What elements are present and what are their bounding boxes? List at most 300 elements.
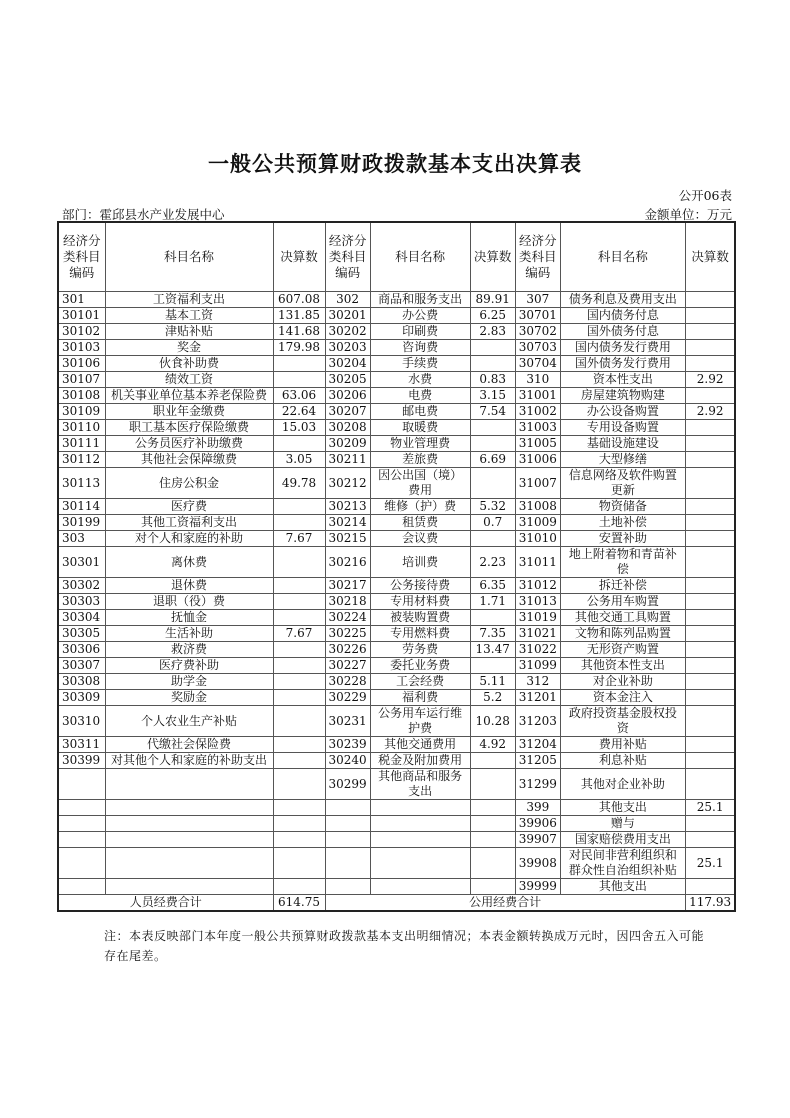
cell-amount — [273, 769, 325, 800]
cell-name: 基础设施建设 — [560, 436, 685, 452]
cell-code — [58, 769, 105, 800]
cell-amount — [273, 578, 325, 594]
cell-code: 30103 — [58, 340, 105, 356]
cell-amount: 6.69 — [470, 452, 515, 468]
cell-amount — [273, 658, 325, 674]
cell-code: 301 — [58, 292, 105, 308]
cell-name: 其他支出 — [560, 800, 685, 816]
cell-amount — [685, 737, 735, 753]
cell-code: 303 — [58, 531, 105, 547]
cell-code: 39907 — [515, 832, 560, 848]
cell-name: 物业管理费 — [370, 436, 470, 452]
cell-code: 39908 — [515, 848, 560, 879]
header-amount: 决算数 — [470, 222, 515, 292]
cell-name: 其他对企业补助 — [560, 769, 685, 800]
table-row — [58, 356, 735, 372]
cell-amount — [470, 879, 515, 895]
cell-code: 30108 — [58, 388, 105, 404]
table-row — [58, 690, 735, 706]
cell-name: 基本工资 — [105, 308, 273, 324]
cell-amount — [685, 610, 735, 626]
cell-code: 310 — [515, 372, 560, 388]
cell-code: 30308 — [58, 674, 105, 690]
cell-amount: 3.05 — [273, 452, 325, 468]
cell-code: 30305 — [58, 626, 105, 642]
cell-code: 31003 — [515, 420, 560, 436]
cell-code: 30231 — [325, 706, 370, 737]
cell-name: 公务用车购置 — [560, 594, 685, 610]
cell-amount: 49.78 — [273, 468, 325, 499]
cell-name — [370, 816, 470, 832]
cell-name: 办公设备购置 — [560, 404, 685, 420]
cell-name: 绩效工资 — [105, 372, 273, 388]
cell-name — [105, 879, 273, 895]
cell-amount — [273, 737, 325, 753]
cell-amount: 5.32 — [470, 499, 515, 515]
table-row — [58, 848, 735, 879]
cell-amount — [273, 848, 325, 879]
cell-amount — [685, 658, 735, 674]
cell-amount: 25.1 — [685, 800, 735, 816]
cell-code: 30703 — [515, 340, 560, 356]
page-title: 一般公共预算财政拨款基本支出决算表 — [208, 152, 582, 176]
footnote: 注：本表反映部门本年度一般公共预算财政拨款基本支出明细情况；本表金额转换成万元时，因四舍五入可能存在尾差。 — [104, 929, 705, 963]
cell-name: 医疗费补助 — [105, 658, 273, 674]
cell-amount — [470, 816, 515, 832]
cell-amount: 10.28 — [470, 706, 515, 737]
cell-code: 30701 — [515, 308, 560, 324]
cell-name: 国外债务付息 — [560, 324, 685, 340]
cell-amount — [470, 356, 515, 372]
cell-name: 对个人和家庭的补助 — [105, 531, 273, 547]
cell-amount: 89.91 — [470, 292, 515, 308]
totals-row — [58, 895, 735, 912]
cell-amount — [273, 547, 325, 578]
cell-name: 其他资本性支出 — [560, 658, 685, 674]
cell-name: 个人农业生产补贴 — [105, 706, 273, 737]
table-row — [58, 547, 735, 578]
table-row — [58, 436, 735, 452]
cell-name: 其他交通工具购置 — [560, 610, 685, 626]
header-code: 经济分类科目编码 — [58, 222, 105, 292]
cell-code: 307 — [515, 292, 560, 308]
cell-code: 31008 — [515, 499, 560, 515]
cell-code: 31006 — [515, 452, 560, 468]
cell-amount — [685, 642, 735, 658]
cell-amount: 7.67 — [273, 531, 325, 547]
cell-name: 其他工资福利支出 — [105, 515, 273, 531]
cell-code: 31012 — [515, 578, 560, 594]
cell-name: 文物和陈列品购置 — [560, 626, 685, 642]
cell-code: 30213 — [325, 499, 370, 515]
cell-amount — [273, 610, 325, 626]
cell-code: 31007 — [515, 468, 560, 499]
cell-code: 30111 — [58, 436, 105, 452]
cell-name: 救济费 — [105, 642, 273, 658]
cell-amount — [685, 292, 735, 308]
cell-name — [370, 832, 470, 848]
cell-code: 30215 — [325, 531, 370, 547]
cell-name: 费用补贴 — [560, 737, 685, 753]
cell-amount: 7.67 — [273, 626, 325, 642]
table-row — [58, 420, 735, 436]
cell-amount: 63.06 — [273, 388, 325, 404]
cell-name — [370, 848, 470, 879]
cell-name: 因公出国（境）费用 — [370, 468, 470, 499]
table-row — [58, 832, 735, 848]
cell-name — [105, 800, 273, 816]
cell-code: 31001 — [515, 388, 560, 404]
cell-name: 取暖费 — [370, 420, 470, 436]
cell-code: 31203 — [515, 706, 560, 737]
cell-name: 电费 — [370, 388, 470, 404]
cell-name: 水费 — [370, 372, 470, 388]
cell-code: 31002 — [515, 404, 560, 420]
cell-amount — [273, 753, 325, 769]
table-row — [58, 388, 735, 404]
cell-amount — [470, 769, 515, 800]
form-number: 公开06表 — [678, 188, 732, 203]
cell-code: 30229 — [325, 690, 370, 706]
cell-amount — [685, 499, 735, 515]
table-row — [58, 879, 735, 895]
cell-amount — [685, 356, 735, 372]
cell-code: 30224 — [325, 610, 370, 626]
cell-amount — [273, 499, 325, 515]
cell-amount — [685, 515, 735, 531]
cell-amount — [470, 848, 515, 879]
table-row — [58, 372, 735, 388]
cell-code: 30303 — [58, 594, 105, 610]
table-row — [58, 452, 735, 468]
cell-code: 30202 — [325, 324, 370, 340]
cell-code: 30204 — [325, 356, 370, 372]
cell-name: 医疗费 — [105, 499, 273, 515]
cell-name: 劳务费 — [370, 642, 470, 658]
cell-code — [325, 800, 370, 816]
cell-code: 30704 — [515, 356, 560, 372]
cell-name: 租赁费 — [370, 515, 470, 531]
cell-name: 办公费 — [370, 308, 470, 324]
cell-amount — [685, 578, 735, 594]
cell-name — [370, 879, 470, 895]
table-row — [58, 578, 735, 594]
cell-name: 离休费 — [105, 547, 273, 578]
cell-code: 30101 — [58, 308, 105, 324]
cell-code: 30209 — [325, 436, 370, 452]
cell-amount — [685, 832, 735, 848]
unit-label: 金额单位：万元 — [644, 207, 732, 222]
cell-amount: 7.35 — [470, 626, 515, 642]
cell-name: 商品和服务支出 — [370, 292, 470, 308]
cell-code: 31013 — [515, 594, 560, 610]
cell-code: 30228 — [325, 674, 370, 690]
cell-code: 30212 — [325, 468, 370, 499]
cell-code: 30301 — [58, 547, 105, 578]
cell-code: 30107 — [58, 372, 105, 388]
cell-name: 对民间非营利组织和群众性自治组织补贴 — [560, 848, 685, 879]
table-row — [58, 324, 735, 340]
cell-name — [105, 816, 273, 832]
cell-amount — [470, 420, 515, 436]
cell-name: 政府投资基金股权投资 — [560, 706, 685, 737]
cell-code: 39906 — [515, 816, 560, 832]
cell-amount — [685, 340, 735, 356]
cell-code: 30110 — [58, 420, 105, 436]
cell-amount — [685, 308, 735, 324]
cell-code: 30302 — [58, 578, 105, 594]
cell-amount — [470, 832, 515, 848]
cell-code: 30309 — [58, 690, 105, 706]
cell-name: 伙食补助费 — [105, 356, 273, 372]
cell-code — [58, 800, 105, 816]
cell-code — [58, 816, 105, 832]
cell-name — [105, 769, 273, 800]
header-name: 科目名称 — [560, 222, 685, 292]
cell-amount — [273, 594, 325, 610]
cell-amount — [685, 547, 735, 578]
cell-amount: 141.68 — [273, 324, 325, 340]
cell-name: 其他商品和服务支出 — [370, 769, 470, 800]
header-amount: 决算数 — [273, 222, 325, 292]
cell-name — [370, 800, 470, 816]
cell-code: 30218 — [325, 594, 370, 610]
table-row — [58, 753, 735, 769]
cell-name: 其他支出 — [560, 879, 685, 895]
cell-amount — [685, 753, 735, 769]
public-total-label: 公用经费合计 — [325, 895, 685, 912]
cell-code: 302 — [325, 292, 370, 308]
cell-amount: 25.1 — [685, 848, 735, 879]
cell-name: 大型修缮 — [560, 452, 685, 468]
table-row — [58, 658, 735, 674]
cell-code: 31205 — [515, 753, 560, 769]
cell-amount — [470, 658, 515, 674]
cell-code: 30702 — [515, 324, 560, 340]
cell-amount — [273, 879, 325, 895]
cell-amount: 6.25 — [470, 308, 515, 324]
header-row — [58, 222, 735, 292]
cell-amount — [273, 642, 325, 658]
cell-code — [58, 879, 105, 895]
cell-code: 399 — [515, 800, 560, 816]
cell-amount — [685, 626, 735, 642]
cell-code: 30225 — [325, 626, 370, 642]
cell-amount — [470, 753, 515, 769]
cell-code: 30102 — [58, 324, 105, 340]
cell-amount: 13.47 — [470, 642, 515, 658]
cell-name: 住房公积金 — [105, 468, 273, 499]
cell-name: 公务员医疗补助缴费 — [105, 436, 273, 452]
cell-amount — [685, 594, 735, 610]
cell-code: 30203 — [325, 340, 370, 356]
cell-name: 抚恤金 — [105, 610, 273, 626]
cell-amount: 607.08 — [273, 292, 325, 308]
cell-amount — [470, 800, 515, 816]
header-amount: 决算数 — [685, 222, 735, 292]
cell-code: 30208 — [325, 420, 370, 436]
expenditure-table — [57, 221, 736, 912]
cell-code: 30240 — [325, 753, 370, 769]
cell-code: 31204 — [515, 737, 560, 753]
header-code: 经济分类科目编码 — [325, 222, 370, 292]
cell-name: 税金及附加费用 — [370, 753, 470, 769]
cell-code: 39999 — [515, 879, 560, 895]
header-name: 科目名称 — [105, 222, 273, 292]
cell-amount: 1.71 — [470, 594, 515, 610]
cell-amount: 3.15 — [470, 388, 515, 404]
cell-amount — [685, 674, 735, 690]
cell-code: 30304 — [58, 610, 105, 626]
cell-code: 31005 — [515, 436, 560, 452]
cell-name: 安置补助 — [560, 531, 685, 547]
cell-code: 30109 — [58, 404, 105, 420]
cell-name — [105, 832, 273, 848]
cell-name: 信息网络及软件购置更新 — [560, 468, 685, 499]
cell-amount: 4.92 — [470, 737, 515, 753]
personnel-total-value: 614.75 — [273, 895, 325, 912]
cell-amount: 6.35 — [470, 578, 515, 594]
cell-code: 30239 — [325, 737, 370, 753]
cell-name: 奖金 — [105, 340, 273, 356]
cell-code: 31022 — [515, 642, 560, 658]
cell-name: 对企业补助 — [560, 674, 685, 690]
cell-name: 国外债务发行费用 — [560, 356, 685, 372]
cell-name: 专用材料费 — [370, 594, 470, 610]
cell-amount — [273, 436, 325, 452]
cell-name: 委托业务费 — [370, 658, 470, 674]
cell-name: 咨询费 — [370, 340, 470, 356]
cell-name: 被装购置费 — [370, 610, 470, 626]
cell-code: 30227 — [325, 658, 370, 674]
cell-name: 土地补偿 — [560, 515, 685, 531]
cell-amount — [685, 816, 735, 832]
table-body — [58, 292, 735, 895]
cell-amount — [470, 340, 515, 356]
cell-code: 30307 — [58, 658, 105, 674]
cell-amount — [470, 610, 515, 626]
cell-code: 30214 — [325, 515, 370, 531]
cell-name: 退休费 — [105, 578, 273, 594]
cell-code: 30112 — [58, 452, 105, 468]
cell-name: 会议费 — [370, 531, 470, 547]
table-row — [58, 531, 735, 547]
cell-name: 债务利息及费用支出 — [560, 292, 685, 308]
cell-amount: 0.7 — [470, 515, 515, 531]
cell-code: 30216 — [325, 547, 370, 578]
header-code: 经济分类科目编码 — [515, 222, 560, 292]
cell-code — [58, 832, 105, 848]
cell-amount — [470, 436, 515, 452]
cell-amount — [685, 420, 735, 436]
department-label: 部门：霍邱县水产业发展中心 — [62, 207, 225, 222]
cell-code: 31099 — [515, 658, 560, 674]
cell-amount: 0.83 — [470, 372, 515, 388]
table-row — [58, 308, 735, 324]
cell-amount — [685, 436, 735, 452]
cell-code: 30205 — [325, 372, 370, 388]
cell-code — [325, 848, 370, 879]
cell-amount: 15.03 — [273, 420, 325, 436]
cell-amount: 5.11 — [470, 674, 515, 690]
cell-name: 工资福利支出 — [105, 292, 273, 308]
cell-amount: 2.92 — [685, 404, 735, 420]
cell-code: 30311 — [58, 737, 105, 753]
table-row — [58, 737, 735, 753]
table-row — [58, 816, 735, 832]
cell-code: 30114 — [58, 499, 105, 515]
cell-amount: 2.92 — [685, 372, 735, 388]
cell-name: 房屋建筑物购建 — [560, 388, 685, 404]
cell-code: 31019 — [515, 610, 560, 626]
cell-amount — [685, 690, 735, 706]
public-total-value: 117.93 — [685, 895, 735, 912]
cell-name: 物资储备 — [560, 499, 685, 515]
cell-code: 31011 — [515, 547, 560, 578]
cell-name: 专用燃料费 — [370, 626, 470, 642]
cell-code: 30399 — [58, 753, 105, 769]
cell-code: 31201 — [515, 690, 560, 706]
cell-name: 资本金注入 — [560, 690, 685, 706]
cell-amount — [685, 879, 735, 895]
header-name: 科目名称 — [370, 222, 470, 292]
cell-name: 退职（役）费 — [105, 594, 273, 610]
cell-name: 赠与 — [560, 816, 685, 832]
cell-amount — [685, 706, 735, 737]
table-row — [58, 468, 735, 499]
table-row — [58, 594, 735, 610]
cell-name: 邮电费 — [370, 404, 470, 420]
cell-amount — [685, 388, 735, 404]
cell-amount — [273, 515, 325, 531]
cell-amount: 2.23 — [470, 547, 515, 578]
cell-name: 国家赔偿费用支出 — [560, 832, 685, 848]
cell-amount: 179.98 — [273, 340, 325, 356]
cell-name: 手续费 — [370, 356, 470, 372]
cell-code: 30211 — [325, 452, 370, 468]
cell-name: 维修（护）费 — [370, 499, 470, 515]
cell-name: 培训费 — [370, 547, 470, 578]
cell-code: 312 — [515, 674, 560, 690]
cell-code: 30306 — [58, 642, 105, 658]
cell-code — [325, 832, 370, 848]
cell-name: 福利费 — [370, 690, 470, 706]
cell-amount — [273, 372, 325, 388]
cell-name — [105, 848, 273, 879]
table-row — [58, 706, 735, 737]
cell-amount — [273, 816, 325, 832]
cell-name: 其他社会保障缴费 — [105, 452, 273, 468]
cell-amount — [685, 452, 735, 468]
cell-code: 30201 — [325, 308, 370, 324]
cell-name: 地上附着物和青苗补偿 — [560, 547, 685, 578]
cell-name: 国内债务付息 — [560, 308, 685, 324]
cell-name: 对其他个人和家庭的补助支出 — [105, 753, 273, 769]
cell-code: 30226 — [325, 642, 370, 658]
cell-name: 差旅费 — [370, 452, 470, 468]
cell-amount — [273, 674, 325, 690]
cell-amount — [685, 769, 735, 800]
cell-code: 30207 — [325, 404, 370, 420]
cell-name: 机关事业单位基本养老保险费 — [105, 388, 273, 404]
table-row — [58, 404, 735, 420]
cell-name: 国内债务发行费用 — [560, 340, 685, 356]
cell-name: 公务接待费 — [370, 578, 470, 594]
cell-code: 30106 — [58, 356, 105, 372]
cell-amount — [273, 800, 325, 816]
cell-amount — [273, 832, 325, 848]
table-row — [58, 769, 735, 800]
